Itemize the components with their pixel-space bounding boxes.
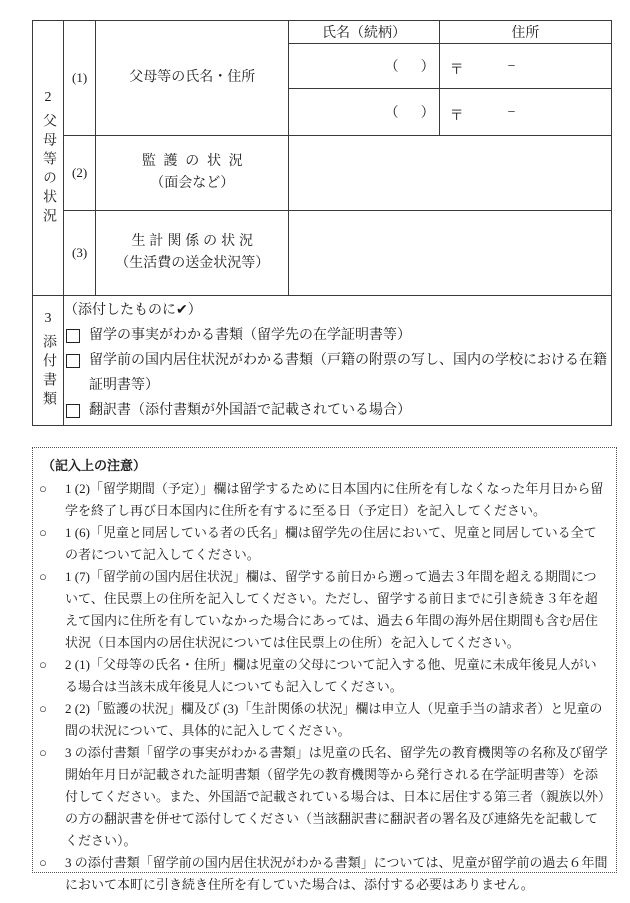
row2-label-line2: （面会など） <box>150 176 235 191</box>
attachment-item <box>64 398 611 423</box>
checkbox-icon[interactable] <box>66 354 80 368</box>
row1-number: (1) <box>64 21 96 136</box>
parent1-relation-parens: （ ） <box>384 60 439 75</box>
attachment-label: 留学前の国内居住状況がわかる書類（戸籍の附票の写し、国内の学校における在籍証明書等） <box>89 353 608 393</box>
note-text: 1 (6)「児童と同居している者の氏名」欄は留学先の住居において、児童と同居している全ての者について記入してください。 <box>65 525 597 562</box>
attachments-cell <box>64 296 612 426</box>
note-text: 1 (2)「留学期間（予定）」欄は留学するために日本国内に住所を有しなくなった年月日から留学を終了し再び日本国内に住所を有するに至る日（予定日）を記入してください。 <box>65 481 604 518</box>
parent2-relation-parens: （ ） <box>384 106 439 121</box>
section3-header-cell <box>33 296 64 426</box>
note-text: 1 (7)「留学前の国内居住状況」欄は、留学する前日から遡って過去３年間を超える期間について、住民票上の住所を記入してください。ただし、留学する前日までに引き続き３年を超えて国内に住所を有していなかった場合にあっては、過去６年間の海外居住期間も含む居住状況（日本国内の居住状況については住民票上の住所）を記入してください。 <box>65 569 598 650</box>
circle-bullet-icon: ○ <box>39 657 47 672</box>
note-item <box>38 654 608 698</box>
section2-title: 父母等の状況 <box>41 112 57 227</box>
attachments-instruction: （添付したものに✔） <box>64 303 202 318</box>
section3-title: 添付書類 <box>41 334 57 410</box>
attachment-label: 留学の事実がわかる書類（留学先の在学証明書等） <box>89 328 412 343</box>
parents-status-table <box>32 20 612 426</box>
parent2-name-field[interactable] <box>289 89 439 136</box>
circle-bullet-icon: ○ <box>39 745 47 760</box>
row3-number: (3) <box>64 211 96 296</box>
note-text: 2 (1)「父母等の氏名・住所」欄は児童の父母について記入する他、児童に未成年後見人がいる場合は当該未成年後見人についても記入してください。 <box>65 657 597 694</box>
attachment-item <box>64 323 611 348</box>
note-item <box>38 478 608 522</box>
row3-label-line2: （生活費の送金状況等） <box>115 256 270 271</box>
note-item <box>38 852 608 896</box>
attachment-item <box>64 348 611 398</box>
row1-label: 父母等の氏名・住所 <box>96 21 289 136</box>
parent2-address-field[interactable] <box>439 89 611 136</box>
postal-mark-icon: 〒 <box>449 62 464 78</box>
column-header-name: 氏名（続柄） <box>289 21 439 44</box>
notes-title: （記入上の注意） <box>42 458 147 473</box>
circle-bullet-icon: ○ <box>39 701 47 716</box>
circle-bullet-icon: ○ <box>39 569 47 584</box>
circle-bullet-icon: ○ <box>39 855 47 870</box>
row3-label-line1: 生計関係の状況 <box>131 233 257 249</box>
section3-number: 3 <box>44 311 52 326</box>
column-header-address: 住所 <box>439 21 611 44</box>
notes-box <box>32 447 617 892</box>
checkbox-icon[interactable] <box>66 329 80 343</box>
note-item <box>38 566 608 654</box>
postal-mark-icon: 〒 <box>449 108 464 124</box>
note-item <box>38 522 608 566</box>
checkbox-icon[interactable] <box>66 404 80 418</box>
parent1-address-field[interactable] <box>439 44 611 89</box>
section2-vertical-label <box>41 90 55 227</box>
row2-label-line1: 監護の状況 <box>141 153 251 169</box>
postal-dash: − <box>507 104 516 120</box>
circle-bullet-icon: ○ <box>39 481 47 496</box>
livelihood-status-field[interactable] <box>289 211 612 296</box>
attachment-label: 翻訳書（添付書類が外国語で記載されている場合） <box>89 403 412 418</box>
note-item <box>38 698 608 742</box>
note-text: 3 の添付書類「留学の事実がわかる書類」は児童の氏名、留学先の教育機関等の名称及び留学開始年月日が記載された証明書類（留学先の教育機関等から発行される在学証明書等）を添付してください。また、外国語で記載されている場合は、日本に居住する第三者（親族以外）の方の翻訳書を併せて添付してください（当該翻訳書に翻訳者の署名及び連絡先を記載してください）。 <box>65 745 608 848</box>
note-text: 2 (2)「監護の状況」欄及び (3)「生計関係の状況」欄は申立人（児童手当の請求者）と児童の間の状況について、具体的に記入してください。 <box>65 701 603 738</box>
parent1-name-field[interactable] <box>289 44 439 89</box>
section3-vertical-label <box>41 311 55 410</box>
note-text: 3 の添付書類「留学前の国内居住状況がわかる書類」については、児童が留学前の過去６年間において本町に引き続き住所を有していた場合は、添付する必要はありません。 <box>65 855 608 892</box>
row2-label <box>96 136 289 211</box>
note-item <box>38 742 608 852</box>
row2-number: (2) <box>64 136 96 211</box>
custody-status-field[interactable] <box>289 136 612 211</box>
circle-bullet-icon: ○ <box>39 525 47 540</box>
row3-label <box>96 211 289 296</box>
section2-number: 2 <box>44 89 52 105</box>
postal-dash: − <box>507 58 516 74</box>
section2-header-cell <box>33 21 64 296</box>
